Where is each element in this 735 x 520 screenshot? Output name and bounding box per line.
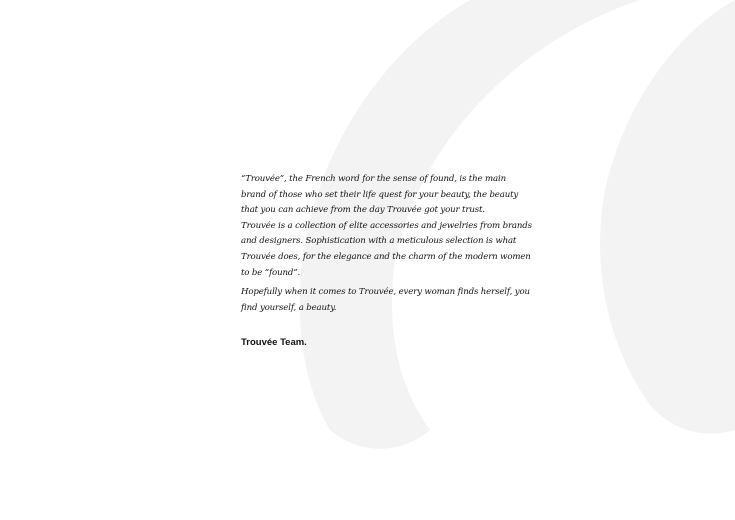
text-line: that you can achieve from the day Trouvée got your trust.: [241, 205, 485, 216]
text-line: find yourself, a beauty.: [241, 302, 337, 313]
text-line: Trouvée is a collection of elite accessories and jewelries from brands: [241, 220, 532, 231]
text-line: to be “found”.: [241, 267, 301, 278]
intro-paragraph: [241, 172, 532, 281]
closing-paragraph: [241, 285, 530, 316]
letter: [241, 172, 532, 349]
signature: Trouvée Team.: [241, 337, 307, 349]
text-line: “Trouvée”, the French word for the sense of found, is the main: [241, 174, 506, 184]
quote-mark-right-stroke: [600, 0, 735, 434]
text-line: and designers. Sophistication with a meticulous selection is what: [241, 236, 517, 247]
text-line: brand of those who set their life quest for your beauty, the beauty: [241, 189, 519, 200]
text-line: Trouvée does, for the elegance and the charm of the modern women: [241, 251, 531, 262]
text-line: Hopefully when it comes to Trouvée, every woman finds herself, you: [241, 287, 530, 298]
